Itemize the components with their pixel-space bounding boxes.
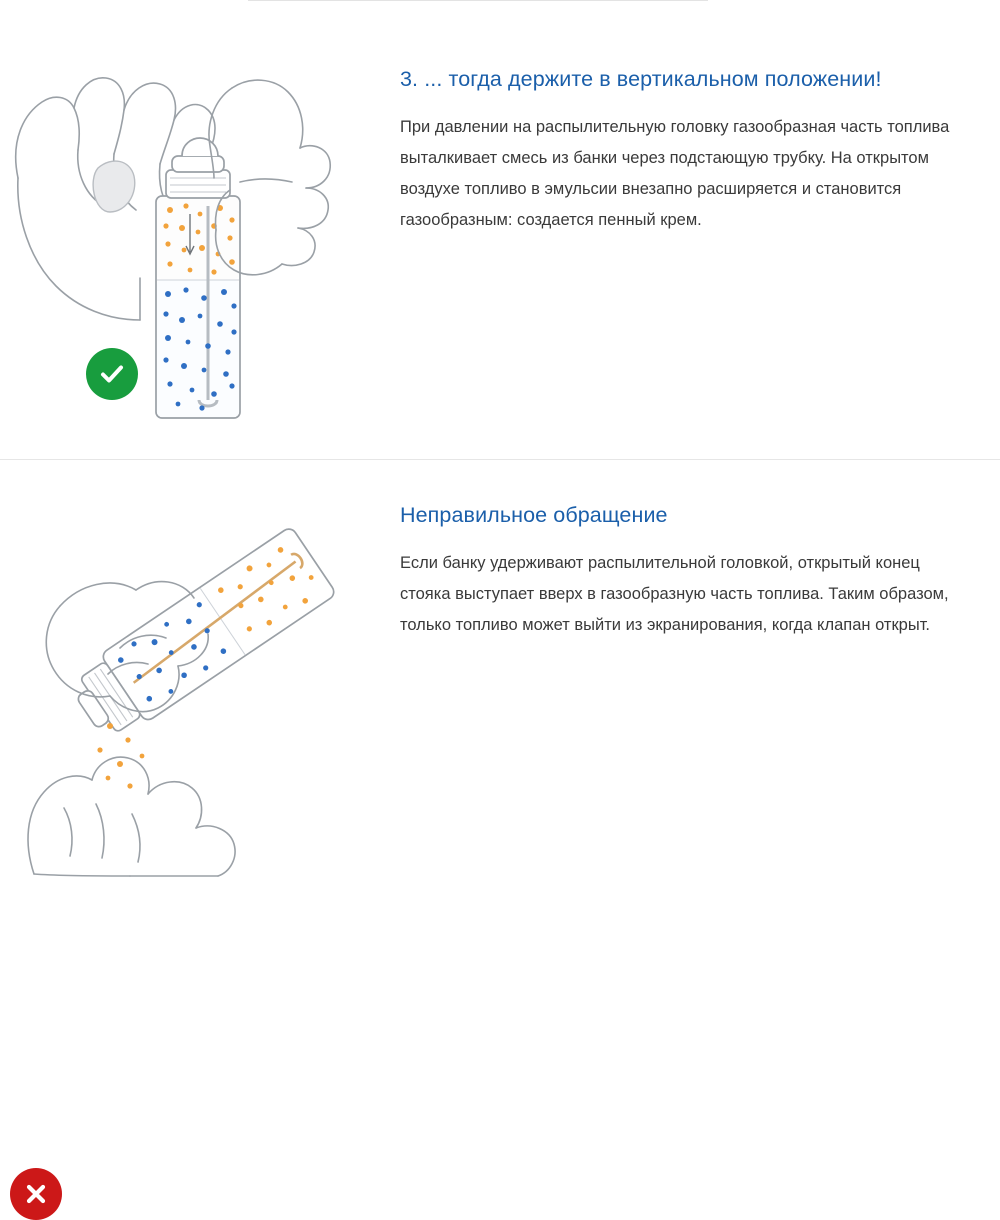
hand-holding-upright-spray-can-illustration xyxy=(0,28,400,428)
section-incorrect-usage-text xyxy=(400,478,960,641)
section-correct-usage-text xyxy=(400,28,960,236)
section-incorrect-usage-heading: Неправильное обращение xyxy=(400,503,668,527)
section-incorrect-usage-body: Если банку удерживают распылительной головкой, открытый конец стояка выступает вверх в газообразную часть топлива. Таким образом, только топливо может выйти из экранирования, когда клапан открыт. xyxy=(400,554,949,634)
cross-badge xyxy=(10,1168,62,1220)
section-correct-usage-body: При давлении на распылительную головку газообразная часть топлива выталкивает смесь из банки через подстающую трубку. На открытом воздухе топливо в эмульсии внезапно расширяется и становится газообразным: создается пенный крем. xyxy=(400,118,950,229)
hand-holding-inverted-spray-can-illustration xyxy=(0,478,400,878)
section-correct-usage xyxy=(0,28,1000,448)
section-incorrect-usage xyxy=(0,478,1000,898)
section-correct-usage-heading: 3. ... тогда держите в вертикальном положении! xyxy=(400,67,882,91)
checkmark-badge xyxy=(86,348,138,400)
section-divider xyxy=(0,459,1000,460)
top-divider xyxy=(248,0,708,1)
